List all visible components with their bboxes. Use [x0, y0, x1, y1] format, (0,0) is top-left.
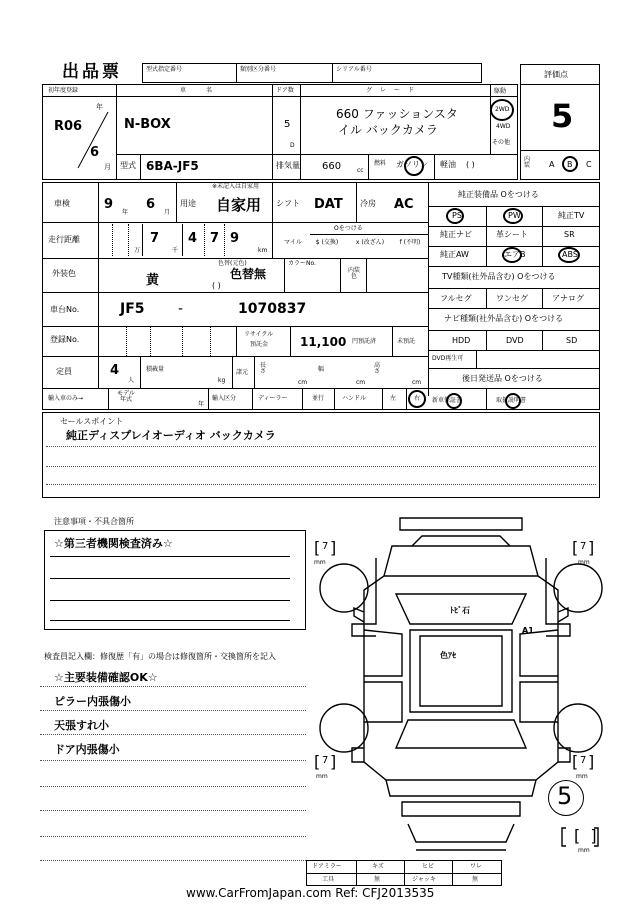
first-reg-month-unit: 月 — [104, 163, 111, 171]
aircon-label: 冷房 — [360, 199, 376, 208]
score-label: 評価点 — [544, 70, 568, 79]
sales-points-text: 純正ディスプレイオーディオ バックカメラ — [66, 429, 276, 442]
mileage-man: 万 — [134, 247, 141, 254]
tire-front-left-mm: mm — [314, 559, 326, 566]
tire-rear-left-bracket: [ — [314, 752, 321, 771]
dimensions-label: 諸元 — [236, 369, 249, 376]
mileage-digit-3: 7 — [210, 231, 220, 246]
handle-right-circle — [408, 390, 426, 408]
equip-leather: 革シート — [496, 230, 528, 239]
tv-oneseg: ワンセグ — [496, 294, 528, 303]
equip-pw-circle — [503, 208, 523, 224]
meter-mark-label: Oをつける — [334, 225, 363, 232]
score-value: 5 — [551, 97, 574, 135]
later-manual-circle — [505, 393, 521, 409]
equip-aw: 純正AW — [440, 250, 469, 259]
length-unit: cm — [298, 379, 308, 386]
tire-front-right-mm: mm — [578, 559, 590, 566]
equip-airbag-circle — [502, 247, 522, 263]
model-label: 型式 — [120, 161, 136, 170]
navi-type-label: ナビ種類(社外品含む) Oをつける — [444, 314, 564, 323]
tire-front-right-bracket-close: ] — [588, 538, 595, 557]
drive-label: 駆動 — [494, 88, 507, 95]
notes-line-1: ☆第三者機関検査済み☆ — [54, 537, 173, 550]
legend-scratch: キズ — [372, 863, 384, 870]
inspection-label: 車検 — [54, 199, 70, 208]
displacement-label: 排気量 — [276, 161, 300, 170]
class-number-label: 類別区分番号 — [240, 66, 277, 73]
first-reg-year: R06 — [54, 119, 83, 134]
load-unit: kg — [218, 377, 226, 384]
tire-rear-right-bracket-close: ] — [588, 752, 595, 771]
drive-4wd: 4WD — [496, 123, 511, 130]
recycle-label-2: 預託金 — [250, 341, 269, 348]
tv-type-label: TV種類(社外品含む) Oをつける — [442, 272, 556, 281]
doors-d: D — [290, 142, 295, 149]
fuel-other-paren: ( ) — [466, 160, 475, 169]
shift-label: シフト — [276, 199, 300, 208]
equip-pw: PW — [508, 211, 521, 220]
legend-jack-value: 無 — [472, 876, 479, 883]
mileage-km: km — [258, 247, 268, 254]
doors-label: ドア数 — [276, 87, 294, 94]
notes-line-2: ☆主要装備確認OK☆ — [54, 671, 158, 684]
tv-analog: アナログ — [552, 294, 584, 303]
interior-grade-a: A — [549, 160, 555, 169]
color-change-label: 色替(元色) — [218, 260, 247, 267]
exterior-color-label: 外装色 — [52, 269, 76, 278]
equip-ps: PS — [452, 211, 462, 220]
damage-mark-a1: A1 — [522, 626, 534, 635]
notes-line-3: ピラー内張傷小 — [54, 695, 131, 708]
first-reg-year-unit: 年 — [96, 103, 103, 111]
tv-fullseg: フルセグ — [440, 294, 472, 303]
drive-other: その他 — [492, 139, 511, 146]
fuel-light-oil: 軽油 — [440, 160, 456, 169]
dvd-playable-label: DVD再生可 — [432, 355, 464, 362]
drive-2wd-circle — [490, 99, 514, 121]
equipment-label: 純正装備品 Oをつける — [458, 190, 539, 199]
spare-tire-mm: mm — [578, 847, 590, 854]
interior-grade-label: 内装 — [524, 156, 531, 169]
tire-rear-left-bracket-close: ] — [330, 752, 337, 771]
inspector-label: 検査員記入欄：修復歴「有」の場合は修復箇所・交換箇所を記入 — [44, 652, 276, 661]
import-label: 輸入車のみ→ — [48, 395, 84, 402]
spare-tire-bracket: [ ] — [574, 826, 597, 845]
legend-tools-value: 無 — [374, 876, 381, 883]
drive-2wd: 2WD — [495, 106, 510, 113]
legend-jack: ジャッキ — [412, 876, 436, 883]
equip-airbag: エアB — [504, 250, 526, 259]
recycle-paid: 円預託済 — [352, 338, 377, 345]
handle-left: 左 — [390, 395, 397, 402]
tire-rear-left-mm: mm — [316, 773, 328, 780]
import-class-label: 輸入区分 — [212, 395, 237, 402]
usage-label: 用途 — [180, 199, 196, 208]
tire-front-right-bracket: [ — [572, 538, 579, 557]
meter-mile-label: マイル — [284, 239, 302, 246]
damage-mark-stone: ﾄﾋﾞ石 — [450, 606, 470, 615]
car-name: N-BOX — [124, 117, 171, 132]
interior-grade-b-circle — [562, 156, 578, 172]
equip-abs: ABS — [562, 250, 578, 259]
navi-dvd: DVD — [506, 336, 524, 345]
capacity-unit: 人 — [128, 377, 135, 384]
handle-right: 右 — [414, 395, 421, 402]
displacement-cc: cc — [357, 167, 364, 174]
navi-sd: SD — [566, 336, 578, 345]
registration-note: ※未記入は自家用 — [212, 183, 260, 190]
height-label: 高さ — [374, 362, 381, 375]
mileage-digit-2: 4 — [188, 231, 198, 246]
mileage-digit-4: 9 — [230, 231, 240, 246]
interior-color-label: 内装色 — [347, 267, 360, 280]
recycle-unpaid: 未預託 — [397, 338, 416, 345]
tire-front-left-bracket-close: ] — [330, 538, 337, 557]
inspection-year: 9 — [104, 197, 114, 212]
meter-exchange: $ (交換) — [315, 239, 339, 246]
serial-number-label: シリアル番号 — [336, 66, 372, 73]
doors-value: 5 — [284, 119, 291, 130]
equip-tv: 純正TV — [558, 211, 585, 220]
reg-no-label: 登録No. — [50, 335, 80, 344]
equip-abs-circle — [558, 247, 580, 263]
grade-line1: 660 ファッションスタ — [336, 107, 458, 121]
handle-label: ハンドル — [342, 395, 367, 402]
height-unit: cm — [412, 379, 422, 386]
legend-break: ワレ — [470, 863, 483, 870]
legend-crack: ヒビ — [422, 863, 435, 870]
later-manual: 取扱説明書 — [496, 397, 527, 404]
header-fields-box — [142, 63, 482, 83]
color-no-label: カラーNo. — [288, 260, 316, 267]
page-title: 出品票 — [62, 62, 122, 82]
notes-label: 注意事項・不具合箇所 — [54, 517, 134, 526]
damage-mark-color: 色ｱｾ — [440, 651, 456, 660]
legend-door-mirror: ドアミラー — [312, 863, 342, 870]
notes-line-4: 天張すれ小 — [54, 719, 109, 732]
chassis-dash: - — [178, 301, 184, 317]
usage-value: 自家用 — [216, 196, 262, 214]
inspection-month-unit: 月 — [164, 209, 171, 216]
grade-line2: イル バックカメラ — [338, 123, 438, 137]
model-year-unit: 年 — [198, 401, 205, 408]
tire-rear-left-value: 7 — [322, 755, 329, 766]
recycle-label-1: リサイクル — [244, 331, 274, 338]
equip-ps-circle — [446, 208, 464, 224]
car-name-label: 車名 — [180, 87, 233, 94]
later-items-label: 後日発送品 Oをつける — [462, 374, 543, 383]
tire-front-left-value: 7 — [322, 541, 329, 552]
model-value: 6BA-JF5 — [146, 159, 199, 173]
mileage-sen: 千 — [172, 247, 179, 254]
length-label: 長さ — [260, 362, 267, 375]
shift-value: DAT — [314, 197, 343, 212]
notes-line-5: ドア内張傷小 — [54, 743, 120, 756]
mileage-label: 走行距離 — [48, 235, 80, 244]
mileage-digit-1: 7 — [150, 231, 160, 246]
import-parallel: 並行 — [312, 395, 325, 402]
meter-modified: x (改ざん) — [355, 239, 385, 246]
inspection-month: 6 — [146, 197, 156, 212]
model-year-label: モデル年式 — [117, 390, 135, 403]
color-change-value: 色替無 — [230, 267, 267, 281]
chassis-prefix: JF5 — [120, 301, 145, 317]
legend-tools: 工具 — [322, 876, 335, 883]
equip-sr: SR — [564, 230, 575, 239]
load-label: 積載量 — [146, 366, 165, 373]
tire-front-right-value: 7 — [580, 541, 587, 552]
interior-grade-c: C — [586, 160, 592, 169]
inspection-year-unit: 年 — [122, 209, 129, 216]
sales-points-box — [42, 412, 600, 498]
color-change-paren: ( ) — [212, 281, 221, 290]
displacement-value: 660 — [322, 161, 342, 172]
aircon-value: AC — [394, 197, 414, 212]
width-unit: cm — [356, 379, 366, 386]
tire-rear-right-bracket: [ — [572, 752, 579, 771]
later-warranty-circle — [446, 393, 462, 409]
grade-label: グレード — [366, 87, 423, 94]
sales-points-label: セールスポイント — [60, 417, 124, 426]
navi-hdd: HDD — [452, 336, 471, 345]
fuel-gasoline: ガソリン — [396, 160, 428, 169]
fuel-gasoline-circle — [404, 156, 424, 176]
width-label: 幅 — [318, 366, 325, 373]
chassis-label: 車台No. — [50, 305, 80, 314]
fuel-label: 燃料 — [374, 160, 387, 167]
footer-watermark: www.CarFromJapan.com Ref: CFJ2013535 — [186, 886, 435, 900]
tire-front-left-bracket: [ — [314, 538, 321, 557]
capacity-value: 4 — [110, 363, 120, 378]
date-slash — [76, 110, 110, 170]
later-warranty: 新車保証書 — [432, 397, 463, 404]
capacity-label: 定員 — [56, 367, 72, 376]
spare-tire-value: 5 — [557, 782, 573, 810]
recycle-amount: 11,100 — [300, 335, 347, 349]
tire-rear-right-value: 7 — [580, 755, 587, 766]
chassis-number: 1070837 — [238, 301, 307, 317]
meter-unknown: f (不明) — [399, 239, 421, 246]
first-reg-label: 初年度登録 — [48, 87, 79, 94]
interior-grade-b: B — [567, 160, 573, 169]
tire-rear-right-mm: mm — [576, 773, 588, 780]
first-reg-month: 6 — [90, 145, 100, 160]
import-dealer: ディーラー — [258, 395, 288, 402]
type-cert-label: 型式指定番号 — [146, 66, 183, 73]
equip-navi: 純正ナビ — [440, 230, 472, 239]
exterior-color-value: 黄 — [146, 273, 160, 288]
